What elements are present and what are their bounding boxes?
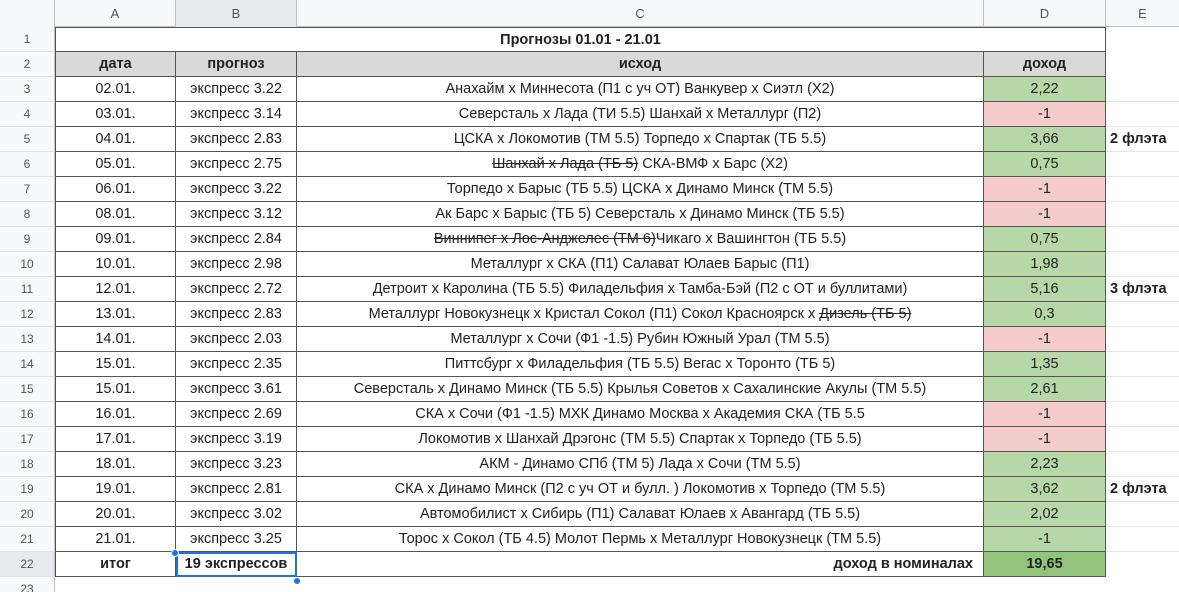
- income-cell[interactable]: 2,61: [984, 377, 1106, 402]
- forecast-cell[interactable]: экспресс 2.83: [176, 127, 297, 152]
- outcome-text: СКА-ВМФ х Барс (Х2): [638, 156, 788, 172]
- table-row: [55, 327, 1179, 352]
- row-header[interactable]: 20: [0, 502, 55, 527]
- outcome-cell[interactable]: [297, 277, 984, 302]
- outcome-cell[interactable]: [297, 127, 984, 152]
- date-cell[interactable]: 06.01.: [55, 177, 176, 202]
- selection-handle-bottom-right[interactable]: [293, 577, 301, 585]
- outcome-text: Металлург Новокузнецк х Кристал Сокол (П1) Сокол Красноярск х: [368, 306, 820, 322]
- forecast-cell[interactable]: экспресс 3.22: [176, 77, 297, 102]
- header-row: [55, 52, 1106, 77]
- outcome-cell[interactable]: [297, 102, 984, 127]
- column-header-d[interactable]: D: [984, 0, 1106, 27]
- income-cell[interactable]: -1: [984, 102, 1106, 127]
- outcome-text: СКА х Сочи (Ф1 -1.5) МХК Динамо Москва х Академия СКА (ТБ 5.5: [415, 406, 865, 422]
- row-header[interactable]: 7: [0, 177, 55, 202]
- outcome-text: Автомобилист х Сибирь (П1) Салават Юлаев х Авангард (ТБ 5.5): [419, 506, 861, 522]
- outcome-cell[interactable]: [297, 202, 984, 227]
- outcome-cell[interactable]: [297, 527, 984, 552]
- outcome-text: Торос х Сокол (ТБ 4.5) Молот Пермь х Металлург Новокузнецк (ТМ 5.5): [398, 531, 882, 547]
- note-cell[interactable]: [1106, 527, 1179, 552]
- table-row: [55, 152, 1179, 177]
- income-cell[interactable]: 1,35: [984, 352, 1106, 377]
- note-cell[interactable]: [1106, 102, 1179, 127]
- forecast-cell[interactable]: экспресс 2.83: [176, 302, 297, 327]
- outcome-cell[interactable]: [297, 152, 984, 177]
- outcome-cell[interactable]: [297, 327, 984, 352]
- note-cell[interactable]: [1106, 352, 1179, 377]
- forecast-cell[interactable]: экспресс 2.84: [176, 227, 297, 252]
- row-header[interactable]: 18: [0, 452, 55, 477]
- date-cell[interactable]: 04.01.: [55, 127, 176, 152]
- outcome-cell[interactable]: [297, 477, 984, 502]
- forecast-cell[interactable]: экспресс 2.03: [176, 327, 297, 352]
- table-row: [55, 77, 1179, 102]
- note-cell[interactable]: [1106, 427, 1179, 452]
- table-row: [55, 302, 1179, 327]
- outcome-cell[interactable]: [297, 177, 984, 202]
- date-cell[interactable]: 20.01.: [55, 502, 176, 527]
- income-cell[interactable]: 0,75: [984, 152, 1106, 177]
- outcome-text: СКА х Динамо Минск (П2 с уч ОТ и булл. ) Локомотив х Торпедо (ТМ 5.5): [394, 481, 886, 497]
- column-header-row: [0, 0, 1179, 27]
- table-row: [55, 477, 1179, 502]
- date-cell[interactable]: 16.01.: [55, 402, 176, 427]
- row-header[interactable]: 6: [0, 152, 55, 177]
- income-cell[interactable]: -1: [984, 177, 1106, 202]
- title-row: [55, 27, 1106, 52]
- row-header[interactable]: 10: [0, 252, 55, 277]
- row-header[interactable]: 15: [0, 377, 55, 402]
- header-outcome[interactable]: исход: [297, 52, 984, 77]
- outcome-text: Металлург х Сочи (Ф1 -1.5) Рубин Южный Урал (ТМ 5.5): [450, 331, 830, 347]
- note-cell[interactable]: [1106, 502, 1179, 527]
- date-cell[interactable]: 15.01.: [55, 352, 176, 377]
- forecast-cell[interactable]: экспресс 3.25: [176, 527, 297, 552]
- date-cell[interactable]: 14.01.: [55, 327, 176, 352]
- table-row: [55, 427, 1179, 452]
- total-income-label[interactable]: доход в номиналах: [297, 552, 984, 577]
- note-cell[interactable]: 2 флэта: [1106, 477, 1179, 502]
- note-cell[interactable]: [1106, 227, 1179, 252]
- row-header[interactable]: 8: [0, 202, 55, 227]
- income-cell[interactable]: -1: [984, 402, 1106, 427]
- column-header-b[interactable]: B: [176, 0, 297, 27]
- outcome-struck-text: Виннипег х Лос-Анджелес (ТМ 6): [433, 231, 656, 247]
- outcome-text: Торпедо х Барыс (ТБ 5.5) ЦСКА х Динамо Минск (ТМ 5.5): [446, 181, 834, 197]
- table-row: [55, 227, 1179, 252]
- table-row: [55, 252, 1179, 277]
- date-cell[interactable]: 09.01.: [55, 227, 176, 252]
- outcome-cell[interactable]: [297, 502, 984, 527]
- forecast-cell[interactable]: экспресс 3.14: [176, 102, 297, 127]
- table-row: [55, 402, 1179, 427]
- date-cell[interactable]: 08.01.: [55, 202, 176, 227]
- date-cell[interactable]: 12.01.: [55, 277, 176, 302]
- date-cell[interactable]: 15.01.: [55, 377, 176, 402]
- date-cell[interactable]: 03.01.: [55, 102, 176, 127]
- table-row: [55, 352, 1179, 377]
- income-cell[interactable]: 2,23: [984, 452, 1106, 477]
- table-row: [55, 452, 1179, 477]
- income-cell[interactable]: 2,22: [984, 77, 1106, 102]
- note-cell[interactable]: 3 флэта: [1106, 277, 1179, 302]
- note-cell[interactable]: [1106, 152, 1179, 177]
- outcome-text: Металлург х СКА (П1) Салават Юлаев Барыс (П1): [470, 256, 810, 272]
- row-header[interactable]: 22: [0, 552, 55, 577]
- income-cell[interactable]: -1: [984, 427, 1106, 452]
- outcome-text: Северсталь х Динамо Минск (ТБ 5.5) Крылья Советов х Сахалинские Акулы (ТМ 5.5): [353, 381, 927, 397]
- forecast-cell[interactable]: экспресс 3.12: [176, 202, 297, 227]
- note-cell[interactable]: [1106, 452, 1179, 477]
- table-row: [55, 377, 1179, 402]
- column-header-c[interactable]: C: [297, 0, 984, 27]
- forecast-cell[interactable]: экспресс 2.35: [176, 352, 297, 377]
- date-cell[interactable]: 10.01.: [55, 252, 176, 277]
- row-header[interactable]: 16: [0, 402, 55, 427]
- row-header[interactable]: 13: [0, 327, 55, 352]
- forecast-cell[interactable]: экспресс 3.23: [176, 452, 297, 477]
- note-cell[interactable]: [1106, 202, 1179, 227]
- note-cell[interactable]: [1106, 402, 1179, 427]
- outcome-cell[interactable]: [297, 302, 984, 327]
- forecast-cell[interactable]: экспресс 2.75: [176, 152, 297, 177]
- outcome-text: Чикаго х Вашингтон (ТБ 5.5): [655, 231, 847, 247]
- table-row: [55, 127, 1179, 152]
- income-cell[interactable]: 1,98: [984, 252, 1106, 277]
- income-cell[interactable]: 5,16: [984, 277, 1106, 302]
- income-cell[interactable]: 0,3: [984, 302, 1106, 327]
- note-cell[interactable]: [1106, 377, 1179, 402]
- forecast-cell[interactable]: экспресс 2.81: [176, 477, 297, 502]
- outcome-struck-tail: Дизель (ТБ 5): [819, 306, 912, 322]
- table-row: [55, 527, 1179, 552]
- row-header[interactable]: 3: [0, 77, 55, 102]
- outcome-cell[interactable]: [297, 452, 984, 477]
- row-header[interactable]: 14: [0, 352, 55, 377]
- total-row: [55, 552, 1106, 577]
- date-cell[interactable]: 05.01.: [55, 152, 176, 177]
- date-cell[interactable]: 17.01.: [55, 427, 176, 452]
- outcome-text: Северсталь х Лада (ТИ 5.5) Шанхай х Металлург (П2): [458, 106, 822, 122]
- outcome-text: Ак Барс х Барыс (ТБ 5) Северсталь х Динамо Минск (ТБ 5.5): [435, 206, 845, 222]
- outcome-text: Детроит х Каролина (ТБ 5.5) Филадельфия х Тамба-Бэй (П2 с ОТ и буллитами): [372, 281, 908, 297]
- outcome-text: Анахайм х Миннесота (П1 с уч ОТ) Ванкувер х Сиэтл (Х2): [445, 81, 835, 97]
- forecast-cell[interactable]: экспресс 3.19: [176, 427, 297, 452]
- forecast-cell[interactable]: экспресс 2.98: [176, 252, 297, 277]
- note-cell[interactable]: [1106, 302, 1179, 327]
- outcome-struck-text: Шанхай х Лада (ТБ 5): [492, 156, 639, 172]
- total-label[interactable]: итог: [55, 552, 176, 577]
- row-header[interactable]: 23: [0, 577, 55, 592]
- row-header[interactable]: 12: [0, 302, 55, 327]
- outcome-cell[interactable]: [297, 252, 984, 277]
- outcome-cell[interactable]: [297, 77, 984, 102]
- income-cell[interactable]: -1: [984, 202, 1106, 227]
- forecast-cell[interactable]: экспресс 3.61: [176, 377, 297, 402]
- outcome-text: АКМ - Динамо СПб (ТМ 5) Лада х Сочи (ТМ 5.5): [479, 456, 801, 472]
- date-cell[interactable]: 13.01.: [55, 302, 176, 327]
- date-cell[interactable]: 18.01.: [55, 452, 176, 477]
- row-header[interactable]: 17: [0, 427, 55, 452]
- forecast-cell[interactable]: экспресс 2.72: [176, 277, 297, 302]
- row-header[interactable]: 1: [0, 27, 55, 52]
- income-cell[interactable]: -1: [984, 327, 1106, 352]
- column-header-e[interactable]: E: [1138, 6, 1147, 21]
- income-cell[interactable]: 3,62: [984, 477, 1106, 502]
- row-header[interactable]: 11: [0, 277, 55, 302]
- outcome-cell[interactable]: [297, 352, 984, 377]
- date-cell[interactable]: 21.01.: [55, 527, 176, 552]
- sheet-title-cell[interactable]: Прогнозы 01.01 - 21.01: [55, 27, 1106, 52]
- note-cell[interactable]: [1106, 252, 1179, 277]
- header-forecast[interactable]: прогноз: [176, 52, 297, 77]
- total-count: 19 экспрессов: [184, 556, 288, 572]
- header-income[interactable]: доход: [984, 52, 1106, 77]
- income-cell[interactable]: 3,66: [984, 127, 1106, 152]
- table-row: [55, 202, 1179, 227]
- note-cell[interactable]: [1106, 327, 1179, 352]
- row-header[interactable]: 21: [0, 527, 55, 552]
- outcome-cell[interactable]: [297, 402, 984, 427]
- select-all-corner[interactable]: [0, 0, 55, 27]
- table-row: [55, 177, 1179, 202]
- date-cell[interactable]: 02.01.: [55, 77, 176, 102]
- date-cell[interactable]: 19.01.: [55, 477, 176, 502]
- income-cell[interactable]: 0,75: [984, 227, 1106, 252]
- header-date[interactable]: дата: [55, 52, 176, 77]
- column-header-a[interactable]: A: [55, 0, 176, 27]
- row-header[interactable]: 9: [0, 227, 55, 252]
- row-header[interactable]: 2: [0, 52, 55, 77]
- row-header[interactable]: 5: [0, 127, 55, 152]
- note-cell[interactable]: [1106, 77, 1179, 102]
- table-row: [55, 102, 1179, 127]
- note-cell[interactable]: [1106, 177, 1179, 202]
- outcome-cell[interactable]: [297, 227, 984, 252]
- table-row: [55, 502, 1179, 527]
- forecast-cell[interactable]: экспресс 3.02: [176, 502, 297, 527]
- income-cell[interactable]: 2,02: [984, 502, 1106, 527]
- table-row: [55, 277, 1179, 302]
- row-header[interactable]: 4: [0, 102, 55, 127]
- forecast-cell[interactable]: экспресс 3.22: [176, 177, 297, 202]
- row-header[interactable]: 19: [0, 477, 55, 502]
- total-count-cell[interactable]: [176, 552, 297, 577]
- outcome-text: Локомотив х Шанхай Дрэгонс (ТМ 5.5) Спартак х Торпедо (ТБ 5.5): [418, 431, 862, 447]
- forecast-cell[interactable]: экспресс 2.69: [176, 402, 297, 427]
- outcome-text: Питтсбург х Филадельфия (ТБ 5.5) Вегас х Торонто (ТБ 5): [444, 356, 836, 372]
- income-cell[interactable]: -1: [984, 527, 1106, 552]
- total-income[interactable]: 19,65: [984, 552, 1106, 577]
- outcome-text: ЦСКА х Локомотив (ТМ 5.5) Торпедо х Спартак (ТБ 5.5): [453, 131, 827, 147]
- outcome-cell[interactable]: [297, 427, 984, 452]
- selection-handle-top-left[interactable]: [171, 549, 179, 557]
- note-cell[interactable]: 2 флэта: [1106, 127, 1179, 152]
- outcome-cell[interactable]: [297, 377, 984, 402]
